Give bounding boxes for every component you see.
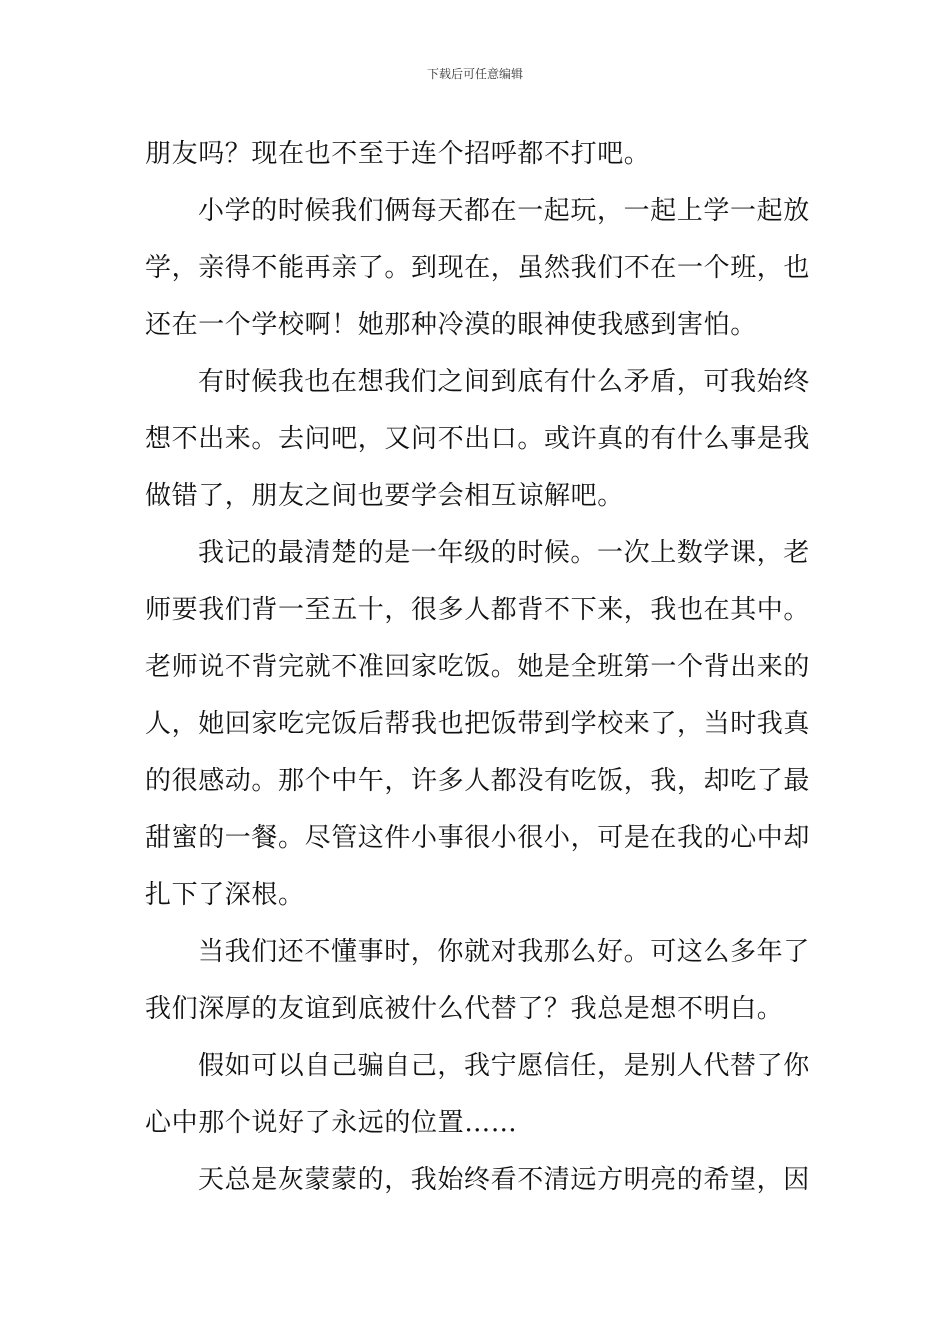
text-line: 我记的最清楚的是一年级的时候。一次上数学课，老: [198, 538, 810, 568]
document-body: [145, 126, 811, 1209]
text-line: 假如可以自己骗自己，我宁愿信任，是别人代替了你: [198, 1051, 810, 1081]
text-line: 甜蜜的一餐。尽管这件小事很小很小，可是在我的心中却: [145, 823, 811, 853]
text-line: 还在一个学校啊！她那种冷漠的眼神使我感到害怕。: [145, 310, 757, 340]
text-line: 心中那个说好了永远的位置……: [145, 1108, 518, 1138]
text-line: 师要我们背一至五十，很多人都背不下来，我也在其中。: [145, 595, 811, 625]
text-line: 人，她回家吃完饭后帮我也把饭带到学校来了，当时我真: [145, 709, 811, 739]
paragraph: [145, 924, 810, 1038]
text-line: 做错了，朋友之间也要学会相互谅解吧。: [145, 481, 624, 511]
paragraph: [145, 525, 811, 924]
text-line: 小学的时候我们俩每天都在一起玩，一起上学一起放: [198, 196, 810, 226]
text-line: 有时候我也在想我们之间到底有什么矛盾，可我始终: [198, 367, 810, 397]
text-line: 扎下了深根。: [145, 880, 305, 910]
text-line: 当我们还不懂事时，你就对我那么好。可这么多年了: [198, 937, 810, 967]
paragraph: [145, 183, 811, 354]
paragraph: [145, 354, 811, 525]
text-line: 想不出来。去问吧，又问不出口。或许真的有什么事是我: [145, 424, 811, 454]
text-line: 的很感动。那个中午，许多人都没有吃饭，我，却吃了最: [145, 766, 811, 796]
text-line: 朋友吗？现在也不至于连个招呼都不打吧。: [145, 139, 651, 169]
text-line: 天总是灰蒙蒙的，我始终看不清远方明亮的希望，因: [198, 1165, 810, 1195]
paragraph: [145, 1038, 810, 1152]
page-header: 下载后可任意编辑: [426, 67, 523, 81]
text-line: 学，亲得不能再亲了。到现在，虽然我们不在一个班，也: [145, 253, 811, 283]
text-line: 我们深厚的友谊到底被什么代替了？我总是想不明白。: [145, 994, 784, 1024]
paragraph: [145, 126, 807, 183]
paragraph: [145, 1152, 810, 1209]
text-line: 老师说不背完就不准回家吃饭。她是全班第一个背出来的: [145, 652, 811, 682]
